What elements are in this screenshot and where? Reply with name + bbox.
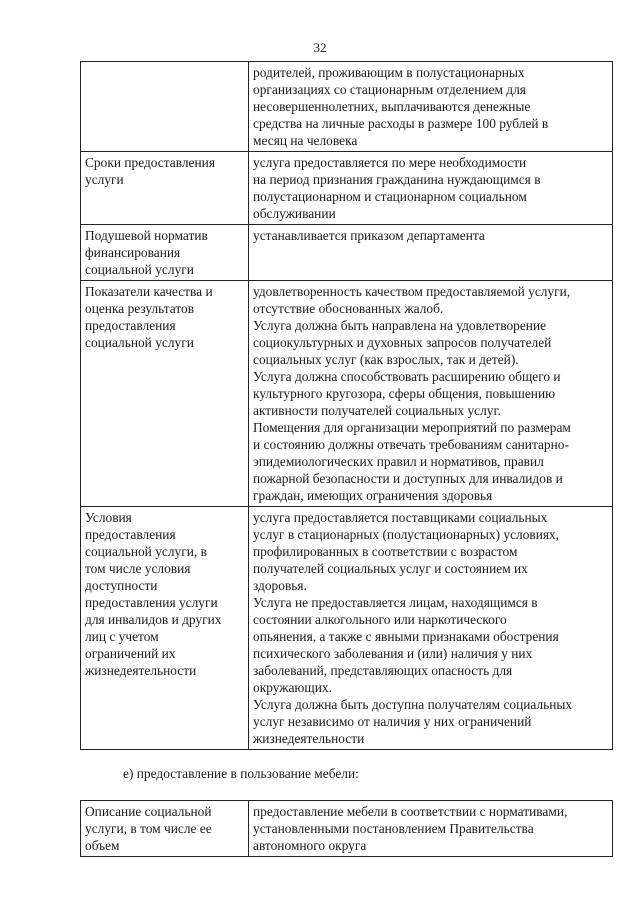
text-line: Услуга должна быть направлена на удовлетворение xyxy=(253,318,547,333)
text-line: заболеваний, представляющих опасность для xyxy=(253,663,513,678)
page-number: 32 xyxy=(313,40,327,55)
furniture-service-table xyxy=(80,800,613,857)
text-line: автономного округа xyxy=(253,838,367,853)
text-line: граждан, имеющих ограничения здоровья xyxy=(253,488,493,503)
label-line: предоставления xyxy=(85,318,176,333)
label-line: жизнедеятельности xyxy=(85,663,197,678)
text-line: отсутствие обоснованных жалоб. xyxy=(253,301,444,316)
label-line: том числе условия xyxy=(85,561,191,576)
row-label-cell xyxy=(81,152,249,225)
text-line: услуг независимо от наличия у них ограничений xyxy=(253,714,532,729)
label-line: социальной услуги xyxy=(85,262,194,277)
label-line: доступности xyxy=(85,578,158,593)
label-line: финансирования xyxy=(85,245,181,260)
label-line: предоставления xyxy=(85,527,176,542)
section-heading: е) предоставление в пользование мебели: xyxy=(123,766,359,781)
text-line: активности получателей социальных услуг. xyxy=(253,403,501,418)
label-line: услуги xyxy=(85,172,124,187)
text-line: состоянии алкогольного или наркотического xyxy=(253,612,507,627)
text-line: пожарной безопасности и доступных для инвалидов и xyxy=(253,471,563,486)
text-line: родителей, проживающим в полустационарных xyxy=(253,65,525,80)
table-row xyxy=(81,507,613,750)
text-line: профилированных в соответствии с возрастом xyxy=(253,544,518,559)
row-text-cell xyxy=(249,801,613,857)
row-text-cell xyxy=(249,281,613,507)
row-label-cell xyxy=(81,801,249,857)
row-text-cell xyxy=(249,152,613,225)
text-line: и состоянию должны отвечать требованиям санитарно- xyxy=(253,437,569,452)
text-line: социокультурных и духовных запросов получателей xyxy=(253,335,552,350)
row-text-cell xyxy=(249,507,613,750)
table-row xyxy=(81,801,613,857)
label-line: социальной услуги, в xyxy=(85,544,207,559)
text-line: опьянения, а также с явными признаками обострения xyxy=(253,629,559,644)
text-line: Услуга должна способствовать расширению общего и xyxy=(253,369,561,384)
text-line: предоставление мебели в соответствии с нормативами, xyxy=(253,804,568,819)
text-line: полустационарном и стационарном социальном xyxy=(253,189,527,204)
text-line: услуга предоставляется поставщиками социальных xyxy=(253,510,548,525)
label-line: социальной услуги xyxy=(85,335,194,350)
label-line: для инвалидов и других xyxy=(85,612,222,627)
text-line: жизнедеятельности xyxy=(253,731,365,746)
text-line: услуга предоставляется по мере необходимости xyxy=(253,155,527,170)
text-line: культурного кругозора, сферы общения, повышению xyxy=(253,386,556,401)
table-row xyxy=(81,225,613,281)
text-line: обслуживании xyxy=(253,206,336,221)
service-standards-table xyxy=(80,61,613,750)
label-line: Описание социальной xyxy=(85,804,212,819)
row-label-cell xyxy=(81,281,249,507)
text-line: эпидемиологических правил и нормативов, правил xyxy=(253,454,544,469)
text-line: средства на личные расходы в размере 100 рублей в xyxy=(253,116,549,131)
text-line: организациях со стационарным отделением для xyxy=(253,82,526,97)
text-line: получателей социальных услуг и состоянием их xyxy=(253,561,528,576)
row-text-cell xyxy=(249,225,613,281)
text-line: социальных услуг (как взрослых, так и детей). xyxy=(253,352,519,367)
table-row xyxy=(81,281,613,507)
text-line: на период признания гражданина нуждающимся в xyxy=(253,172,541,187)
label-line: услуги, в том числе ее xyxy=(85,821,212,836)
label-line: лиц с учетом xyxy=(85,629,159,644)
row-label-cell xyxy=(81,225,249,281)
text-line: несовершеннолетних, выплачиваются денежные xyxy=(253,99,531,114)
text-line: Помещения для организации мероприятий по размерам xyxy=(253,420,571,435)
text-line: установленными постановлением Правительства xyxy=(253,821,534,836)
text-line: удовлетворенность качеством предоставляемой услуги, xyxy=(253,284,571,299)
text-line: психического заболевания и (или) наличия у них xyxy=(253,646,533,661)
text-line: окружающих. xyxy=(253,680,332,695)
text-line: месяц на человека xyxy=(253,133,358,148)
table-row xyxy=(81,62,613,152)
label-line: Показатели качества и xyxy=(85,284,213,299)
label-line: Подушевой норматив xyxy=(85,228,208,243)
text-line: Услуга не предоставляется лицам, находящимся в xyxy=(253,595,538,610)
text-line: Услуга должна быть доступна получателям социальных xyxy=(253,697,573,712)
label-line: оценка результатов xyxy=(85,301,195,316)
row-text-cell xyxy=(249,62,613,152)
label-line: объем xyxy=(85,838,120,853)
row-label-cell xyxy=(81,507,249,750)
label-line: ограничений их xyxy=(85,646,176,661)
label-line: Сроки предоставления xyxy=(85,155,215,170)
label-line: Условия xyxy=(85,510,132,525)
row-label-cell xyxy=(81,62,249,152)
text-line: услуг в стационарных (полустационарных) условиях, xyxy=(253,527,560,542)
table-row xyxy=(81,152,613,225)
text-line: устанавливается приказом департамента xyxy=(253,228,485,243)
text-line: здоровья. xyxy=(253,578,307,593)
label-line: предоставления услуги xyxy=(85,595,218,610)
